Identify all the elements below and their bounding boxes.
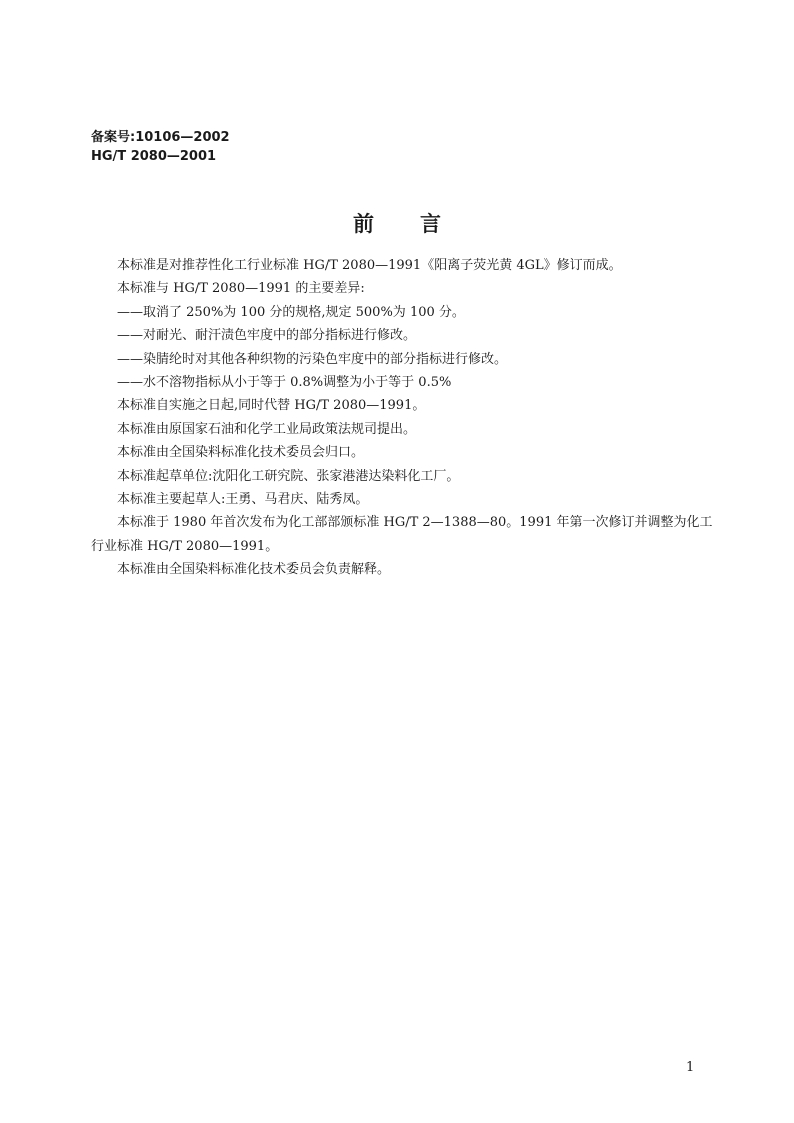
paragraph-differences-intro: 本标准与 HG/T 2080—1991 的主要差异:: [117, 281, 365, 297]
paragraph-drafters: 本标准主要起草人:王勇、马君庆、陆秀凤。: [117, 492, 369, 508]
paragraph-difference-1: ——取消了 250%为 100 分的规格,规定 500%为 100 分。: [117, 304, 465, 320]
paragraph-history: 本标准于 1980 年首次发布为化工部部颁标准 HG/T 2—1388—80。1991 年第一次修订并调整为化工行业标准 HG/T 2080—1991。: [91, 515, 713, 554]
paragraph-difference-2: ——对耐光、耐汗渍色牢度中的部分指标进行修改。: [117, 328, 417, 344]
paragraph-difference-3: ——染腈纶时对其他各种织物的污染色牢度中的部分指标进行修改。: [117, 351, 508, 367]
paragraph-difference-4: ——水不溶物指标从小于等于 0.8%调整为小于等于 0.5%: [117, 375, 452, 391]
record-number: 备案号:10106—2002: [91, 130, 230, 145]
paragraph-proposed-by: 本标准由原国家石油和化学工业局政策法规司提出。: [117, 421, 417, 437]
paragraph-replaces: 本标准自实施之日起,同时代替 HG/T 2080—1991。: [117, 398, 426, 414]
paragraph-centralized-by: 本标准由全国染料标准化技术委员会归口。: [117, 445, 365, 461]
paragraph-drafting-units: 本标准起草单位:沈阳化工研究院、张家港港达染料化工厂。: [117, 468, 460, 484]
page-number: 1: [686, 1060, 695, 1075]
paragraph-basis: 本标准是对推荐性化工行业标准 HG/T 2080—1991《阳离子荧光黄 4GL》修订而成。: [117, 258, 622, 273]
paragraph-interpretation: 本标准由全国染料标准化技术委员会负责解释。: [117, 562, 391, 578]
document-header: [91, 128, 230, 166]
foreword-body: [91, 254, 721, 582]
standard-code: HG/T 2080—2001: [91, 149, 217, 164]
page-title: 前言: [353, 212, 487, 236]
